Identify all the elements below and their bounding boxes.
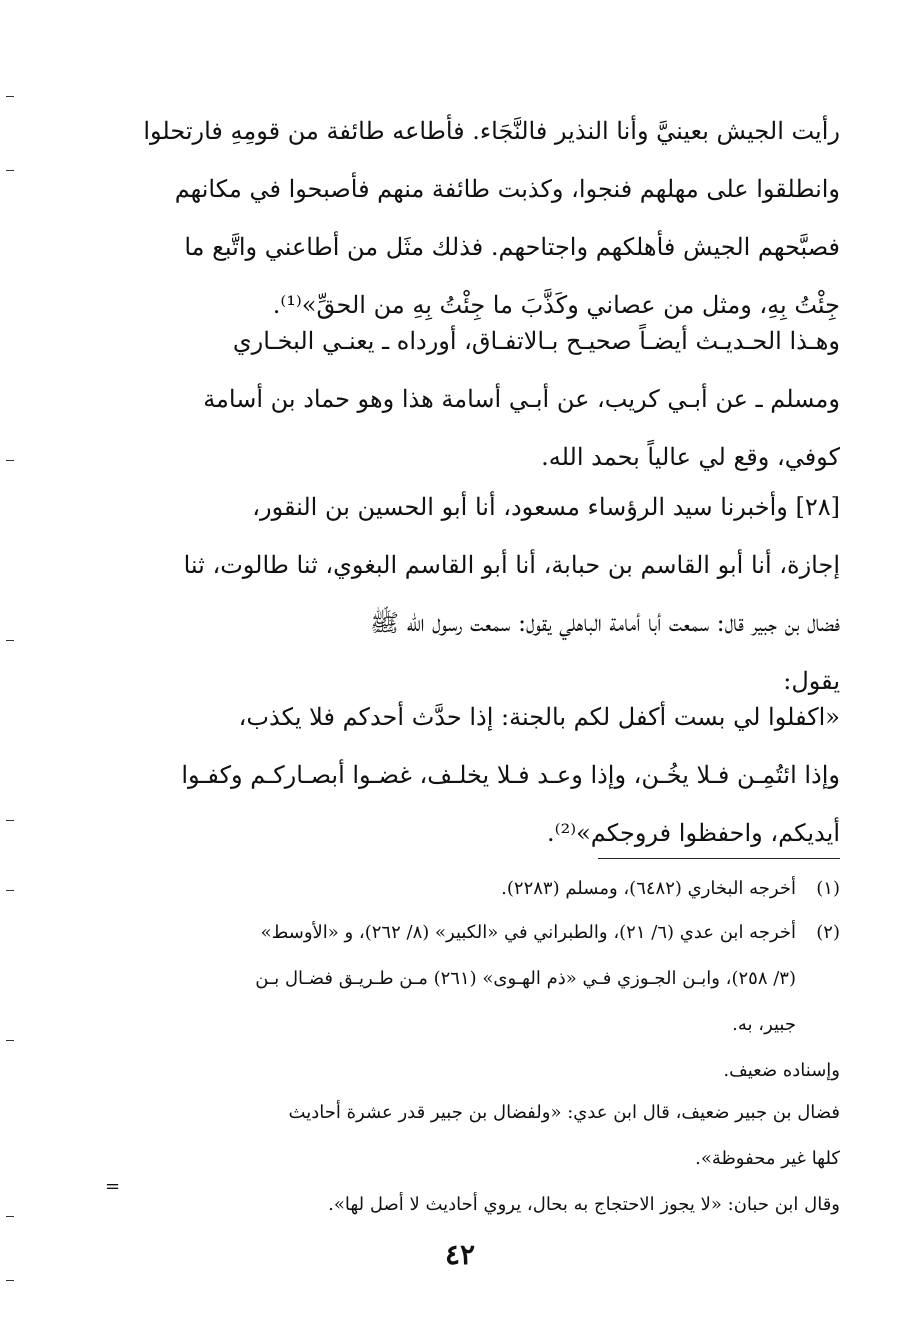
footnote-text: وقال ابن حبان: «لا يجوز الاحتجاج به بحال، يروي أحاديث لا أصل لها». — [328, 1194, 840, 1215]
footnote-text: (٣/ ٢٥٨)، وابـن الجـوزي فـي «ذم الهـوى» (٢٦١) مـن طـريـق فضـال بـن — [255, 968, 796, 989]
text-line: كوفي، وقع لي عالياً بحمد الله. — [541, 443, 840, 471]
text-line: «اكفلوا لي بست أكفل لكم بالجنة: إذا حدَّث أحدكم فلا يكذب، — [238, 703, 840, 731]
footnote-text: فضال بن جبير ضعيف، قال ابن عدي: «ولفضال بن جبير قدر عشرة أحاديث — [288, 1102, 840, 1123]
text-line: [٢٨] وأخبرنا سيد الرؤساء مسعود، أنا أبو الحسين بن النقور، — [252, 493, 840, 521]
footnote-2-continuation — [112, 1090, 840, 1228]
scan-margin-mark — [6, 1216, 14, 1217]
scan-margin-mark — [6, 640, 14, 641]
footnote-1 — [112, 866, 840, 912]
text-line: إجازة، أنا أبو القاسم بن حبابة، أنا أبو القاسم البغوي، ثنا طالوت، ثنا — [183, 551, 840, 579]
page-number: ٤٢ — [444, 1238, 476, 1271]
continuation-mark: = — [105, 1176, 121, 1197]
scan-margin-mark — [6, 890, 14, 891]
footnote-number: (٢) — [816, 922, 840, 943]
footnote-text: جبير، به. — [732, 1014, 796, 1035]
footnote-text: كلها غير محفوظة». — [695, 1148, 840, 1169]
footnote-2 — [112, 910, 840, 1094]
text-line: جِئْتُ بِهِ، ومثل من عصاني وكَذَّبَ ما جِئْتُ بِهِ من الحقِّ»⁽¹⁾. — [272, 291, 840, 319]
text-line: ومسلم ـ عن أبـي كريب، عن أبـي أسامة هذا وهو حماد بن أسامة — [203, 385, 840, 413]
text-line: فصبَّحهم الجيش فأهلكهم واجتاحهم. فذلك مثَل من أطاعني واتَّبع ما — [184, 233, 840, 261]
text-line: أيديكم، واحفظوا فروجكم»⁽²⁾. — [547, 819, 840, 847]
scan-margin-mark — [6, 96, 14, 97]
footnote-text: وإسناده ضعيف. — [723, 1060, 840, 1081]
footnote-separator — [598, 858, 840, 859]
footnote-number: (١) — [816, 878, 840, 899]
paragraph-hadith-end — [112, 102, 840, 334]
text-line: رأيت الجيش بعينيَّ وأنا النذير فالنَّجَاء. فأطاعه طائفة من قومِهِ فارتحلوا — [143, 117, 840, 145]
text-line: وانطلقوا على مهلهم فنجوا، وكذبت طائفة منهم فأصبحوا في مكانهم — [174, 175, 840, 203]
paragraph-commentary — [112, 312, 840, 486]
scan-margin-mark — [6, 170, 14, 171]
scan-margin-mark — [6, 1040, 14, 1041]
scan-margin-mark — [6, 820, 14, 821]
text-line: فضال بن جبير قال: سمعت أبا أمامة الباهلي يقول: سمعت رسول الله ﷺ — [370, 609, 840, 637]
text-line: وإذا ائتُمِـن فـلا يخُـن، وإذا وعـد فـلا يخلـف، غضـوا أبصـاركـم وكفـوا — [181, 761, 840, 789]
text-line: يقول: — [783, 667, 840, 695]
text-line: وهـذا الحـديـث أيضـاً صحيـح بـالاتفـاق، أورداه ـ يعنـي البخـاري — [232, 327, 840, 355]
footnote-text: أخرجه ابن عدي (٦/ ٢١)، والطبراني في «الكبير» (٨/ ٢٦٢)، و «الأوسط» — [260, 922, 796, 943]
paragraph-isnad-28 — [112, 478, 840, 710]
footnote-text: أخرجه البخاري (٦٤٨٢)، ومسلم (٢٢٨٣). — [501, 878, 796, 899]
paragraph-hadith-matn — [112, 688, 840, 862]
scan-margin-mark — [6, 460, 14, 461]
scan-margin-mark — [6, 1280, 14, 1281]
